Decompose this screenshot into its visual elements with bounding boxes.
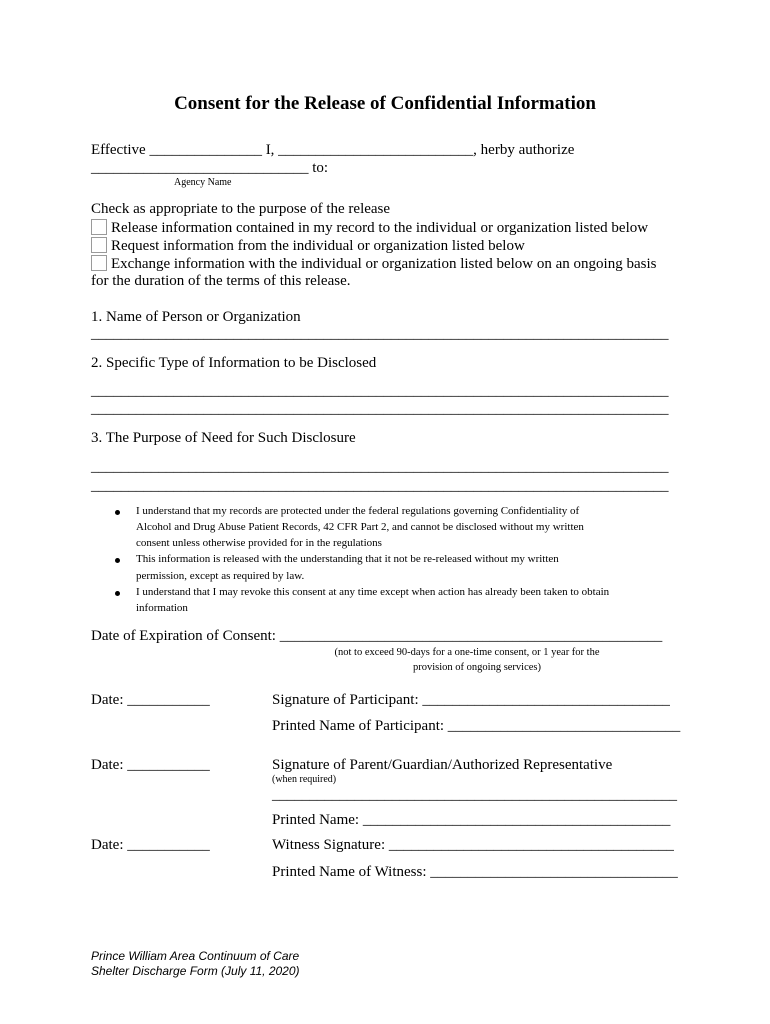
date-field-3[interactable]: Date: ___________	[91, 837, 210, 853]
date-field-2[interactable]: Date: ___________	[91, 757, 210, 773]
purpose-option-release[interactable]	[91, 219, 648, 237]
footer-organization: Prince William Area Continuum of Care	[91, 949, 300, 963]
bullet-dot	[115, 558, 120, 563]
exchange-option-label: Exchange information with the individual or organization listed below on an ongoing basis	[111, 256, 657, 272]
exchange-checkbox[interactable]	[91, 255, 107, 271]
release-checkbox[interactable]	[91, 219, 107, 235]
bullet-1-line-3: consent unless otherwise provided for in the regulations	[136, 537, 382, 549]
bullet-dot	[115, 591, 120, 596]
bullet-1-line-1: I understand that my records are protected under the federal regulations governing Confidentiality of	[136, 505, 580, 517]
section-2-label: 2. Specific Type of Information to be Disclosed	[91, 355, 377, 371]
bullet-1-line-2: Alcohol and Drug Abuse Patient Records, 42 CFR Part 2, and cannot be disclosed without my written	[136, 521, 584, 533]
request-option-label: Request information from the individual or organization listed below	[111, 238, 525, 254]
participant-signature-field[interactable]: Signature of Participant: _________________________________	[272, 692, 670, 708]
purpose-option-request[interactable]	[91, 237, 525, 255]
purpose-option-exchange[interactable]	[91, 255, 656, 273]
form-title: Consent for the Release of Confidential Information	[174, 93, 596, 114]
date-field-1[interactable]: Date: ___________	[91, 692, 210, 708]
expiration-note-line-1: (not to exceed 90-days for a one-time consent, or 1 year for the	[334, 647, 600, 658]
bullet-2-line-1: This information is released with the understanding that it not be re-released without my written	[136, 553, 559, 565]
release-option-label: Release information contained in my record to the individual or organization listed below	[111, 220, 649, 236]
footer-form-name: Shelter Discharge Form (July 11, 2020)	[91, 964, 300, 978]
participant-printed-name-field[interactable]: Printed Name of Participant: _______________________________	[272, 718, 681, 734]
section-1-label: 1. Name of Person or Organization	[91, 309, 301, 325]
purpose-heading: Check as appropriate to the purpose of the release	[91, 201, 391, 217]
bullet-3-line-2: information	[136, 602, 188, 614]
section-3-blank-2[interactable]: _____________________________________________________________________________	[91, 478, 669, 494]
guardian-signature-label: Signature of Parent/Guardian/Authorized Representative	[272, 757, 613, 773]
witness-printed-name-field[interactable]: Printed Name of Witness: _________________________________	[272, 864, 678, 880]
effective-authorize-line[interactable]: Effective _______________ I, __________________________, herby authorize	[91, 142, 575, 158]
section-3-blank-1[interactable]: _____________________________________________________________________________	[91, 459, 669, 475]
expiration-note-line-2: provision of ongoing services)	[412, 662, 542, 673]
guardian-printed-name-field[interactable]: Printed Name: _________________________________________	[272, 812, 671, 828]
bullet-dot	[115, 510, 120, 515]
section-2-blank-1[interactable]: _____________________________________________________________________________	[91, 383, 669, 399]
expiration-date-field[interactable]: Date of Expiration of Consent: ___________________________________________________	[91, 628, 663, 644]
purpose-continuation: for the duration of the terms of this release.	[91, 273, 351, 289]
agency-name-line[interactable]: _____________________________ to:	[91, 160, 329, 176]
section-2-blank-2[interactable]: _____________________________________________________________________________	[91, 401, 669, 417]
when-required-note: (when required)	[272, 774, 337, 785]
request-checkbox[interactable]	[91, 237, 107, 253]
agency-name-label: Agency Name	[174, 177, 232, 188]
section-1-blank[interactable]: _____________________________________________________________________________	[91, 326, 669, 342]
bullet-2-line-2: permission, except as required by law.	[136, 570, 305, 582]
section-3-label: 3. The Purpose of Need for Such Disclosure	[91, 430, 356, 446]
bullet-3-line-1: I understand that I may revoke this consent at any time except when action has already been taken to obtain	[136, 586, 610, 598]
guardian-signature-line[interactable]: ______________________________________________________	[272, 787, 677, 803]
witness-signature-field[interactable]: Witness Signature: ______________________________________	[272, 837, 674, 853]
